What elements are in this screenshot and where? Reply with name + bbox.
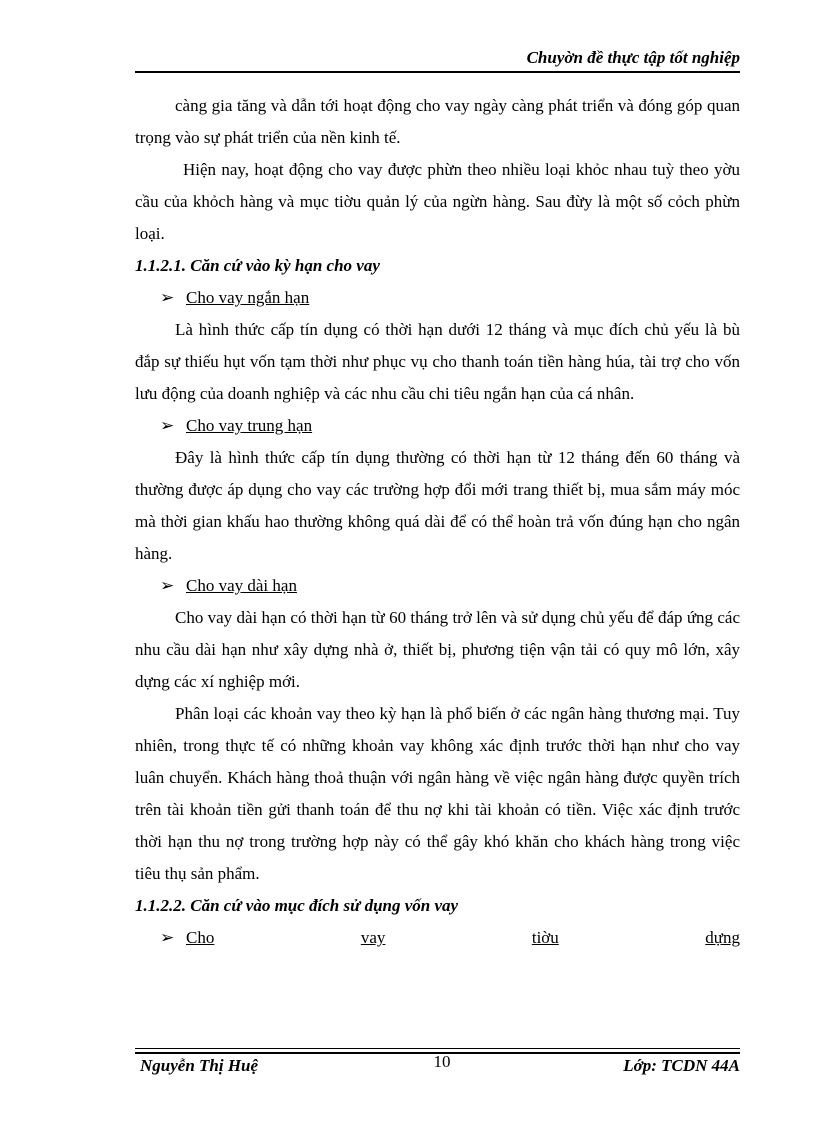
bullet-word: tiờu (531, 928, 559, 947)
page-number: 10 (433, 1052, 451, 1071)
bullet-label: Cho vay trung hạn (186, 416, 313, 435)
page-header-title: Chuyờn đề thực tập tốt nghiệp (526, 48, 740, 67)
arrow-bullet-icon: ➢ (160, 928, 175, 947)
paragraph-4: Đây là hình thức cấp tín dụng thường có thời hạn từ 12 tháng đến 60 tháng và thường được áp dụng cho vay các trường hợp đổi mới trang thiết bị, mua sắm máy móc mà thời gian khấu hao thường không quá dài để có thể hoàn trả vốn đúng hạn cho ngân hàng. (135, 448, 740, 563)
paragraph-6: Phân loại các khoản vay theo kỳ hạn là phổ biến ở các ngân hàng thương mại. Tuy nhiên, trong thực tế có những khoản vay không xác định trước thời hạn như cho vay luân chuyển. Khách hàng thoả thuận với ngân hàng về việc ngân hàng được quyền trích trên tài khoản tiền gửi thanh toán để thu nợ khi tài khoản có tiền. Việc xác định trước thời hạn thu nợ trong trường hợp này có thể gây khó khăn cho khách hàng trong việc tiêu thụ sản phẩm. (135, 704, 740, 883)
bullet-label: Cho vay dài hạn (186, 576, 297, 595)
footer-author: Nguyễn Thị Huệ (140, 1056, 259, 1075)
arrow-bullet-icon: ➢ (160, 576, 175, 595)
bullet-medium-term (135, 410, 740, 442)
bullet-short-term (135, 282, 740, 314)
paragraph-1: càng gia tăng và dẫn tới hoạt động cho vay ngày càng phát triển và đóng góp quan trọng vào sự phát triển của nền kinh tế. (135, 96, 740, 147)
bullet-word: dựng (705, 928, 740, 947)
bullet-label: Cho vay ngắn hạn (186, 288, 310, 307)
header-rule (135, 71, 740, 73)
paragraph-5: Cho vay dài hạn có thời hạn từ 60 tháng trở lên và sử dụng chủ yếu để đáp ứng các nhu cầu dài hạn như xây dựng nhà ở, thiết bị, phương tiện vận tải có quy mô lớn, xây dựng các xí nghiệp mới. (135, 608, 740, 691)
bullet-word: Cho (186, 928, 215, 947)
document-body (135, 90, 740, 954)
footer-class: Lớp: TCDN 44A (623, 1056, 740, 1075)
bullet-long-term (135, 570, 740, 602)
section-heading-1-1-2-2: 1.1.2.2. Căn cứ vào mục đích sử dụng vốn vay (135, 896, 459, 915)
arrow-bullet-icon: ➢ (160, 416, 175, 435)
bullet-label (186, 922, 740, 954)
arrow-bullet-icon: ➢ (160, 288, 175, 307)
section-heading-1-1-2-1: 1.1.2.1. Căn cứ vào kỳ hạn cho vay (135, 256, 380, 275)
bullet-word: vay (360, 928, 386, 947)
paragraph-2: Hiện nay, hoạt động cho vay được phừn theo nhiều loại khỏc nhau tuỳ theo yờu cầu của khỏch hàng và mục tiờu quản lý của ngừn hàng. Sau đừy là một số cỏch phừn loại. (135, 160, 740, 243)
paragraph-3: Là hình thức cấp tín dụng có thời hạn dưới 12 tháng và mục đích chủ yếu là bù đắp sự thiếu hụt vốn tạm thời như phục vụ cho thanh toán tiền hàng húa, tài trợ cho vốn lưu động của doanh nghiệp và các nhu cầu chi tiêu ngắn hạn của cá nhân. (135, 320, 740, 403)
footer-rule-thin (135, 1048, 740, 1049)
bullet-consumer-loan (135, 922, 740, 954)
